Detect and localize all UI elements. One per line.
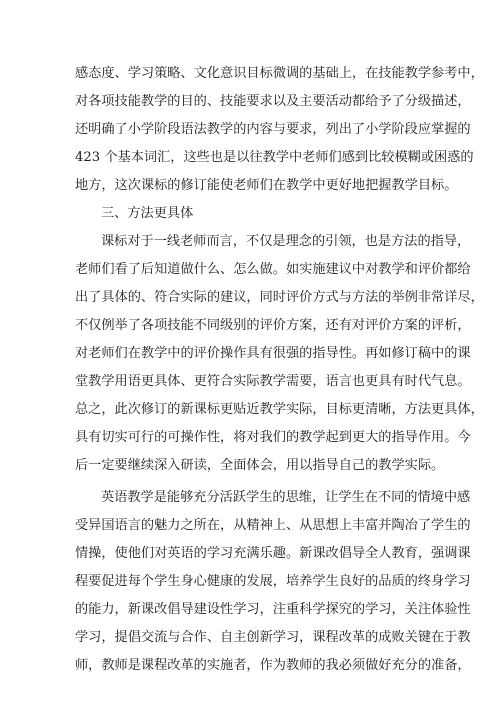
paragraph-2-line-9: 后一定要继续深入研读，全面体会，用以指导自己的教学实际。	[75, 458, 445, 473]
paragraph-1-line-1: 感态度、学习策略、文化意识目标微调的基础上，在技能教学参考中，	[75, 66, 484, 81]
paragraph-2-line-7: 总之，此次修订的新课标更贴近教学实际，目标更清晰，方法更具体，	[75, 402, 484, 417]
paragraph-2-line-6: 堂教学用语更具体、更符合实际教学需要，语言也更具有时代气息。	[75, 374, 471, 389]
paragraph-2-line-3: 出了具体的、符合实际的建议，同时评价方式与方法的举例非常详尽，	[75, 290, 484, 305]
paragraph-1-line-3: 还明确了小学阶段语法教学的内容与要求，列出了小学阶段应掌握的	[75, 122, 471, 137]
paragraph-2-line-5: 对老师们在教学中的评价操作具有很强的指导性。再如修订稿中的课	[75, 346, 471, 361]
paragraph-3-line-4: 程要促进每个学生身心健康的发展，培养学生良好的品质的终身学习	[75, 574, 471, 589]
paragraph-3-line-7: 师，教师是课程改革的实施者，作为教师的我必须做好充分的准备，	[75, 658, 471, 673]
paragraph-3-line-2: 受异国语言的魅力之所在，从精神上、从思想上丰富并陶冶了学生的	[75, 518, 471, 533]
paragraph-3-line-6: 学习，提倡交流与合作、自主创新学习，课程改革的成败关键在于教	[75, 630, 471, 645]
paragraph-2-line-4: 不仅例举了各项技能不同级别的评价方案，还有对评价方案的评析，	[75, 318, 471, 333]
paragraph-2-line-8: 具有切实可行的可操作性，将对我们的教学起到更大的指导作用。今	[75, 430, 471, 445]
paragraph-2-line-1: 课标对于一线老师而言，不仅是理念的引领，也是方法的指导，	[101, 234, 471, 249]
paragraph-1-line-4: 423 个基本词汇，这些也是以往教学中老师们感到比较模糊或困惑的	[75, 150, 474, 165]
paragraph-3-line-1: 英语教学是能够充分活跃学生的思维，让学生在不同的情境中感	[101, 490, 471, 505]
section-heading: 三、方法更具体	[101, 206, 194, 221]
paragraph-3-line-3: 情操，使他们对英语的学习充满乐趣。新课改倡导全人教育，强调课	[75, 546, 471, 561]
paragraph-2-line-2: 老师们看了后知道做什么、怎么做。如实施建议中对教学和评价都给	[75, 262, 471, 277]
paragraph-1-line-5: 地方，这次课标的修订能使老师们在教学中更好地把握教学目标。	[75, 178, 458, 193]
paragraph-1-line-2: 对各项技能教学的目的、技能要求以及主要活动都给予了分级描述，	[75, 94, 471, 109]
paragraph-3-line-5: 的能力，新课改倡导建设性学习，注重科学探究的学习，关注体验性	[75, 602, 471, 617]
